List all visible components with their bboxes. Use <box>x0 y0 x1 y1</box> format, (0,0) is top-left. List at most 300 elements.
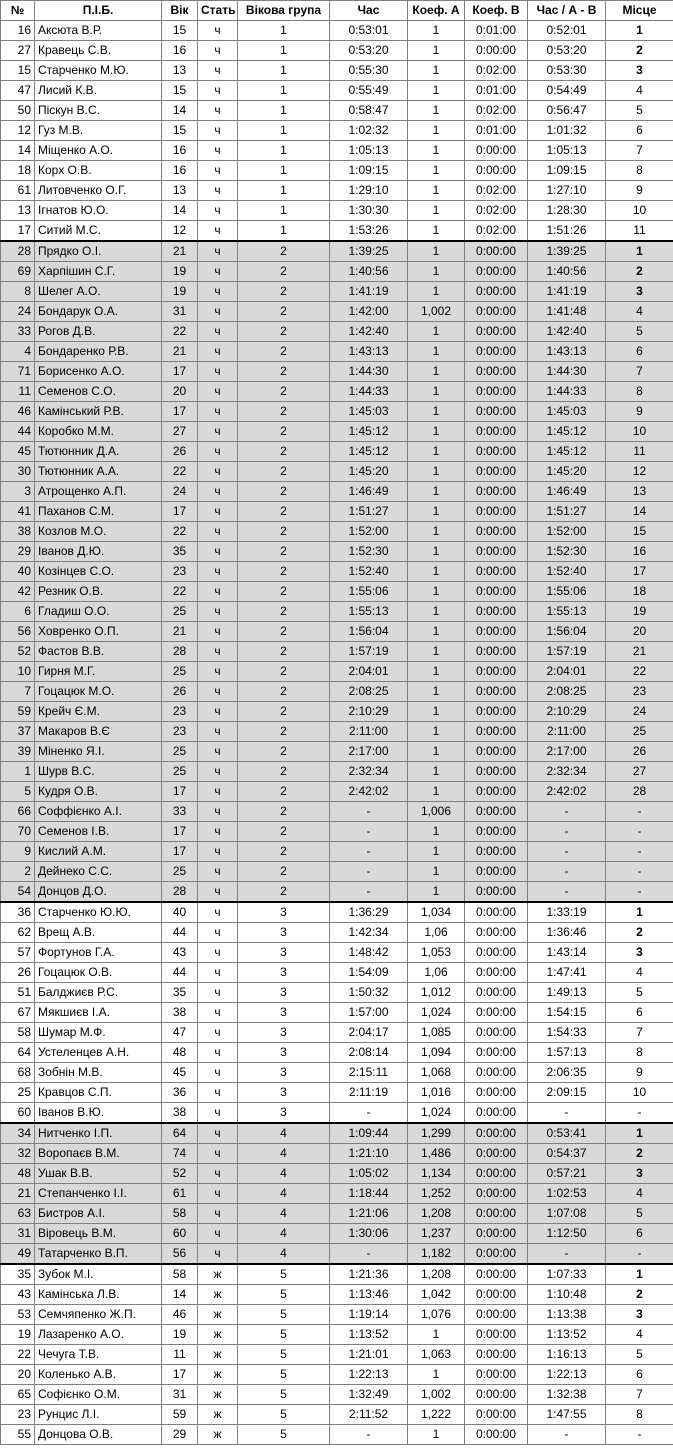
cell-age: 20 <box>162 382 198 402</box>
table-row <box>1 1325 673 1345</box>
cell-adjusted-time: 1:54:15 <box>528 1003 606 1023</box>
cell-sex: ч <box>198 963 238 983</box>
cell-coef-a: 1 <box>408 402 465 422</box>
cell-coef-a: 1 <box>408 702 465 722</box>
cell-sex: ч <box>198 101 238 121</box>
cell-adjusted-time: - <box>528 1244 606 1265</box>
cell-place: 9 <box>606 402 673 422</box>
cell-name: Лисий К.В. <box>35 81 162 101</box>
cell-age: 25 <box>162 862 198 882</box>
cell-coef-a: 1 <box>408 141 465 161</box>
table-row <box>1 1103 673 1124</box>
cell-age: 22 <box>162 462 198 482</box>
cell-age: 14 <box>162 1285 198 1305</box>
cell-time: 1:45:20 <box>330 462 408 482</box>
cell-name: Шурв В.С. <box>35 762 162 782</box>
cell-sex: ч <box>198 582 238 602</box>
cell-number: 36 <box>1 902 35 923</box>
cell-adjusted-time: 1:55:06 <box>528 582 606 602</box>
cell-name: Аксюта В.Р. <box>35 21 162 41</box>
table-row <box>1 1385 673 1405</box>
cell-age-group: 2 <box>238 422 330 442</box>
cell-place: - <box>606 1103 673 1124</box>
cell-age: 16 <box>162 41 198 61</box>
cell-age-group: 2 <box>238 742 330 762</box>
cell-age: 25 <box>162 742 198 762</box>
cell-name: Ховренко О.П. <box>35 622 162 642</box>
cell-coef-b: 0:00:00 <box>465 1103 528 1124</box>
cell-name: Шумар М.Ф. <box>35 1023 162 1043</box>
cell-coef-a: 1 <box>408 241 465 262</box>
cell-number: 8 <box>1 282 35 302</box>
cell-coef-a: 1,002 <box>408 1385 465 1405</box>
cell-age: 35 <box>162 983 198 1003</box>
cell-sex: ч <box>198 1083 238 1103</box>
cell-coef-a: 1 <box>408 762 465 782</box>
cell-age: 59 <box>162 1405 198 1425</box>
cell-number: 67 <box>1 1003 35 1023</box>
cell-age: 17 <box>162 842 198 862</box>
cell-age: 13 <box>162 181 198 201</box>
cell-sex: ч <box>198 161 238 181</box>
cell-place: 12 <box>606 462 673 482</box>
cell-coef-a: 1,299 <box>408 1123 465 1144</box>
cell-time: - <box>330 882 408 903</box>
table-row <box>1 1285 673 1305</box>
cell-adjusted-time: 1:43:13 <box>528 342 606 362</box>
cell-number: 6 <box>1 602 35 622</box>
cell-age: 17 <box>162 822 198 842</box>
cell-age-group: 1 <box>238 141 330 161</box>
cell-age-group: 2 <box>238 562 330 582</box>
header-number: № <box>1 1 35 21</box>
cell-age: 44 <box>162 923 198 943</box>
cell-name: Семчяпенко Ж.П. <box>35 1305 162 1325</box>
cell-age: 48 <box>162 1043 198 1063</box>
cell-place: 25 <box>606 722 673 742</box>
cell-time: 1:55:06 <box>330 582 408 602</box>
cell-time: 1:30:30 <box>330 201 408 221</box>
cell-number: 14 <box>1 141 35 161</box>
table-row <box>1 101 673 121</box>
cell-coef-b: 0:02:00 <box>465 181 528 201</box>
cell-coef-a: 1 <box>408 282 465 302</box>
table-row <box>1 302 673 322</box>
cell-time: - <box>330 842 408 862</box>
cell-time: 1:09:15 <box>330 161 408 181</box>
cell-adjusted-time: 1:07:08 <box>528 1204 606 1224</box>
cell-sex: ж <box>198 1305 238 1325</box>
cell-number: 58 <box>1 1023 35 1043</box>
cell-coef-a: 1,053 <box>408 943 465 963</box>
cell-coef-b: 0:00:00 <box>465 282 528 302</box>
cell-number: 70 <box>1 822 35 842</box>
cell-place: 17 <box>606 562 673 582</box>
cell-sex: ж <box>198 1405 238 1425</box>
cell-name: Кислий А.М. <box>35 842 162 862</box>
cell-coef-b: 0:00:00 <box>465 1144 528 1164</box>
cell-adjusted-time: 1:57:13 <box>528 1043 606 1063</box>
cell-name: Зобнін М.В. <box>35 1063 162 1083</box>
table-row <box>1 181 673 201</box>
cell-age: 19 <box>162 282 198 302</box>
cell-place: 5 <box>606 983 673 1003</box>
header-place: Місце <box>606 1 673 21</box>
cell-number: 52 <box>1 642 35 662</box>
table-row <box>1 582 673 602</box>
cell-coef-b: 0:00:00 <box>465 682 528 702</box>
cell-age-group: 5 <box>238 1264 330 1285</box>
cell-age: 28 <box>162 642 198 662</box>
cell-time: 1:52:00 <box>330 522 408 542</box>
table-row <box>1 382 673 402</box>
cell-age: 21 <box>162 622 198 642</box>
cell-sex: ч <box>198 482 238 502</box>
cell-coef-a: 1,208 <box>408 1204 465 1224</box>
cell-sex: ч <box>198 61 238 81</box>
cell-coef-a: 1 <box>408 642 465 662</box>
cell-coef-b: 0:00:00 <box>465 482 528 502</box>
cell-adjusted-time: 1:13:52 <box>528 1325 606 1345</box>
cell-sex: ч <box>198 642 238 662</box>
cell-place: - <box>606 842 673 862</box>
cell-place: 1 <box>606 902 673 923</box>
cell-age: 58 <box>162 1204 198 1224</box>
cell-adjusted-time: 2:10:29 <box>528 702 606 722</box>
cell-sex: ч <box>198 502 238 522</box>
cell-adjusted-time: 1:45:20 <box>528 462 606 482</box>
cell-age-group: 2 <box>238 462 330 482</box>
table-row <box>1 1405 673 1425</box>
cell-age: 25 <box>162 602 198 622</box>
cell-number: 32 <box>1 1144 35 1164</box>
cell-age-group: 2 <box>238 702 330 722</box>
cell-name: Іванов В.Ю. <box>35 1103 162 1124</box>
cell-sex: ч <box>198 382 238 402</box>
cell-age-group: 5 <box>238 1405 330 1425</box>
cell-number: 11 <box>1 382 35 402</box>
cell-coef-a: 1 <box>408 121 465 141</box>
cell-name: Коленько А.В. <box>35 1365 162 1385</box>
cell-coef-b: 0:00:00 <box>465 1003 528 1023</box>
cell-place: 5 <box>606 1204 673 1224</box>
cell-name: Донцов Д.О. <box>35 882 162 903</box>
table-row <box>1 462 673 482</box>
cell-adjusted-time: 1:52:40 <box>528 562 606 582</box>
cell-name: Бистров А.І. <box>35 1204 162 1224</box>
cell-coef-a: 1 <box>408 782 465 802</box>
table-row <box>1 802 673 822</box>
cell-coef-a: 1,094 <box>408 1043 465 1063</box>
cell-adjusted-time: 0:54:49 <box>528 81 606 101</box>
cell-coef-a: 1,068 <box>408 1063 465 1083</box>
cell-number: 54 <box>1 882 35 903</box>
cell-place: 2 <box>606 41 673 61</box>
header-sex: Стать <box>198 1 238 21</box>
cell-age: 35 <box>162 542 198 562</box>
cell-coef-a: 1,063 <box>408 1345 465 1365</box>
cell-number: 9 <box>1 842 35 862</box>
cell-adjusted-time: 1:46:49 <box>528 482 606 502</box>
cell-coef-b: 0:01:00 <box>465 121 528 141</box>
cell-number: 47 <box>1 81 35 101</box>
cell-name: Піскун В.С. <box>35 101 162 121</box>
cell-adjusted-time: 1:02:53 <box>528 1184 606 1204</box>
cell-age-group: 2 <box>238 622 330 642</box>
table-row <box>1 862 673 882</box>
cell-coef-b: 0:00:00 <box>465 502 528 522</box>
cell-time: 1:30:06 <box>330 1224 408 1244</box>
cell-coef-b: 0:00:00 <box>465 1164 528 1184</box>
table-row <box>1 362 673 382</box>
cell-age-group: 2 <box>238 482 330 502</box>
cell-number: 22 <box>1 1345 35 1365</box>
cell-time: 1:54:09 <box>330 963 408 983</box>
cell-name: Фастов В.В. <box>35 642 162 662</box>
cell-adjusted-time: 1:22:13 <box>528 1365 606 1385</box>
cell-adjusted-time: 1:55:13 <box>528 602 606 622</box>
cell-age: 64 <box>162 1123 198 1144</box>
cell-place: 24 <box>606 702 673 722</box>
cell-adjusted-time: 1:12:50 <box>528 1224 606 1244</box>
cell-place: 5 <box>606 1345 673 1365</box>
table-row <box>1 882 673 903</box>
table-row <box>1 662 673 682</box>
cell-age-group: 1 <box>238 161 330 181</box>
cell-name: Паханов С.М. <box>35 502 162 522</box>
cell-coef-a: 1,024 <box>408 1003 465 1023</box>
cell-place: 16 <box>606 542 673 562</box>
cell-sex: ч <box>198 1164 238 1184</box>
cell-time: 1:29:10 <box>330 181 408 201</box>
cell-time: 1:52:40 <box>330 562 408 582</box>
cell-coef-a: 1 <box>408 622 465 642</box>
cell-name: Віровець В.М. <box>35 1224 162 1244</box>
cell-sex: ч <box>198 562 238 582</box>
cell-adjusted-time: 1:51:26 <box>528 221 606 242</box>
cell-time: 1:21:06 <box>330 1204 408 1224</box>
table-row <box>1 902 673 923</box>
cell-place: 2 <box>606 1144 673 1164</box>
cell-time: 1:51:27 <box>330 502 408 522</box>
table-row <box>1 241 673 262</box>
cell-sex: ч <box>198 322 238 342</box>
cell-coef-b: 0:02:00 <box>465 201 528 221</box>
cell-place: 21 <box>606 642 673 662</box>
cell-name: Шелег А.О. <box>35 282 162 302</box>
cell-age-group: 2 <box>238 862 330 882</box>
cell-time: 1:05:13 <box>330 141 408 161</box>
cell-name: Чечуга Т.В. <box>35 1345 162 1365</box>
cell-coef-a: 1,06 <box>408 923 465 943</box>
header-adjusted-time: Час / А - В <box>528 1 606 21</box>
cell-sex: ч <box>198 442 238 462</box>
cell-place: 22 <box>606 662 673 682</box>
cell-name: Степанченко І.І. <box>35 1184 162 1204</box>
cell-coef-b: 0:00:00 <box>465 582 528 602</box>
cell-name: Іванов Д.Ю. <box>35 542 162 562</box>
cell-coef-a: 1,042 <box>408 1285 465 1305</box>
cell-coef-a: 1,012 <box>408 983 465 1003</box>
table-row <box>1 1043 673 1063</box>
header-name: П.І.Б. <box>35 1 162 21</box>
table-row <box>1 1224 673 1244</box>
cell-number: 61 <box>1 181 35 201</box>
cell-sex: ч <box>198 882 238 903</box>
cell-age: 17 <box>162 362 198 382</box>
cell-coef-b: 0:00:00 <box>465 1385 528 1405</box>
cell-number: 18 <box>1 161 35 181</box>
cell-coef-b: 0:00:00 <box>465 1325 528 1345</box>
cell-coef-a: 1 <box>408 682 465 702</box>
header-time: Час <box>330 1 408 21</box>
cell-adjusted-time: 2:32:34 <box>528 762 606 782</box>
cell-time: 1:19:14 <box>330 1305 408 1325</box>
cell-name: Кравцов С.П. <box>35 1083 162 1103</box>
cell-age-group: 3 <box>238 943 330 963</box>
cell-number: 3 <box>1 482 35 502</box>
cell-age-group: 2 <box>238 642 330 662</box>
cell-age: 15 <box>162 121 198 141</box>
cell-place: 23 <box>606 682 673 702</box>
cell-sex: ч <box>198 662 238 682</box>
cell-adjusted-time: 1:16:13 <box>528 1345 606 1365</box>
cell-time: - <box>330 862 408 882</box>
cell-place: - <box>606 1425 673 1445</box>
cell-adjusted-time: 1:10:48 <box>528 1285 606 1305</box>
cell-age: 23 <box>162 722 198 742</box>
cell-age: 11 <box>162 1345 198 1365</box>
cell-coef-b: 0:00:00 <box>465 1184 528 1204</box>
cell-age-group: 2 <box>238 582 330 602</box>
table-row <box>1 221 673 242</box>
cell-age-group: 1 <box>238 221 330 242</box>
cell-age-group: 4 <box>238 1204 330 1224</box>
cell-name: Козінцев С.О. <box>35 562 162 582</box>
cell-age: 22 <box>162 322 198 342</box>
cell-place: 8 <box>606 1405 673 1425</box>
cell-sex: ч <box>198 862 238 882</box>
cell-adjusted-time: 0:52:01 <box>528 21 606 41</box>
table-row <box>1 542 673 562</box>
cell-time: - <box>330 1244 408 1265</box>
cell-name: Старченко Ю.Ю. <box>35 902 162 923</box>
cell-age-group: 1 <box>238 181 330 201</box>
cell-age-group: 5 <box>238 1305 330 1325</box>
cell-place: 3 <box>606 1164 673 1184</box>
cell-place: - <box>606 822 673 842</box>
cell-sex: ч <box>198 1003 238 1023</box>
table-row <box>1 342 673 362</box>
cell-coef-a: 1 <box>408 61 465 81</box>
cell-age-group: 3 <box>238 923 330 943</box>
cell-place: 27 <box>606 762 673 782</box>
cell-number: 17 <box>1 221 35 242</box>
cell-number: 53 <box>1 1305 35 1325</box>
cell-coef-b: 0:00:00 <box>465 41 528 61</box>
table-row <box>1 1123 673 1144</box>
cell-adjusted-time: - <box>528 1103 606 1124</box>
cell-age: 23 <box>162 702 198 722</box>
cell-time: 1:41:19 <box>330 282 408 302</box>
cell-adjusted-time: 1:57:19 <box>528 642 606 662</box>
cell-adjusted-time: 1:47:55 <box>528 1405 606 1425</box>
cell-number: 64 <box>1 1043 35 1063</box>
cell-age-group: 2 <box>238 241 330 262</box>
cell-name: Ушак В.В. <box>35 1164 162 1184</box>
cell-place: 11 <box>606 221 673 242</box>
cell-coef-a: 1 <box>408 181 465 201</box>
cell-adjusted-time: 0:57:21 <box>528 1164 606 1184</box>
cell-adjusted-time: 1:52:30 <box>528 542 606 562</box>
cell-time: 2:11:19 <box>330 1083 408 1103</box>
cell-time: 0:58:47 <box>330 101 408 121</box>
cell-coef-a: 1,182 <box>408 1244 465 1265</box>
cell-time: 1:48:42 <box>330 943 408 963</box>
cell-name: Прядко О.І. <box>35 241 162 262</box>
cell-name: Коробко М.М. <box>35 422 162 442</box>
cell-place: 2 <box>606 262 673 282</box>
cell-sex: ч <box>198 362 238 382</box>
cell-place: 7 <box>606 1385 673 1405</box>
cell-age: 46 <box>162 1305 198 1325</box>
cell-place: 1 <box>606 21 673 41</box>
cell-sex: ч <box>198 802 238 822</box>
cell-coef-b: 0:00:00 <box>465 602 528 622</box>
cell-age-group: 1 <box>238 21 330 41</box>
cell-place: 7 <box>606 141 673 161</box>
cell-place: 1 <box>606 1123 673 1144</box>
cell-coef-a: 1 <box>408 221 465 242</box>
cell-number: 27 <box>1 41 35 61</box>
cell-age-group: 2 <box>238 762 330 782</box>
cell-number: 49 <box>1 1244 35 1265</box>
cell-age-group: 2 <box>238 602 330 622</box>
cell-adjusted-time: 1:41:19 <box>528 282 606 302</box>
cell-coef-a: 1 <box>408 41 465 61</box>
cell-coef-a: 1,486 <box>408 1144 465 1164</box>
cell-adjusted-time: 1:47:41 <box>528 963 606 983</box>
table-row <box>1 762 673 782</box>
cell-age-group: 3 <box>238 1043 330 1063</box>
cell-number: 30 <box>1 462 35 482</box>
cell-name: Гоцацюк О.В. <box>35 963 162 983</box>
cell-name: Макаров В.Є <box>35 722 162 742</box>
table-row <box>1 1365 673 1385</box>
cell-time: 0:55:30 <box>330 61 408 81</box>
cell-time: 1:52:30 <box>330 542 408 562</box>
cell-age: 45 <box>162 1063 198 1083</box>
cell-number: 41 <box>1 502 35 522</box>
cell-sex: ч <box>198 762 238 782</box>
cell-coef-b: 0:00:00 <box>465 1264 528 1285</box>
cell-number: 28 <box>1 241 35 262</box>
cell-place: 14 <box>606 502 673 522</box>
cell-place: 10 <box>606 201 673 221</box>
cell-time: 1:32:49 <box>330 1385 408 1405</box>
cell-number: 40 <box>1 562 35 582</box>
cell-place: - <box>606 802 673 822</box>
cell-number: 21 <box>1 1184 35 1204</box>
table-row <box>1 1063 673 1083</box>
cell-age-group: 5 <box>238 1385 330 1405</box>
cell-sex: ж <box>198 1345 238 1365</box>
cell-time: 2:08:25 <box>330 682 408 702</box>
cell-coef-a: 1,076 <box>408 1305 465 1325</box>
cell-coef-b: 0:00:00 <box>465 882 528 903</box>
cell-coef-a: 1,085 <box>408 1023 465 1043</box>
cell-age: 15 <box>162 21 198 41</box>
